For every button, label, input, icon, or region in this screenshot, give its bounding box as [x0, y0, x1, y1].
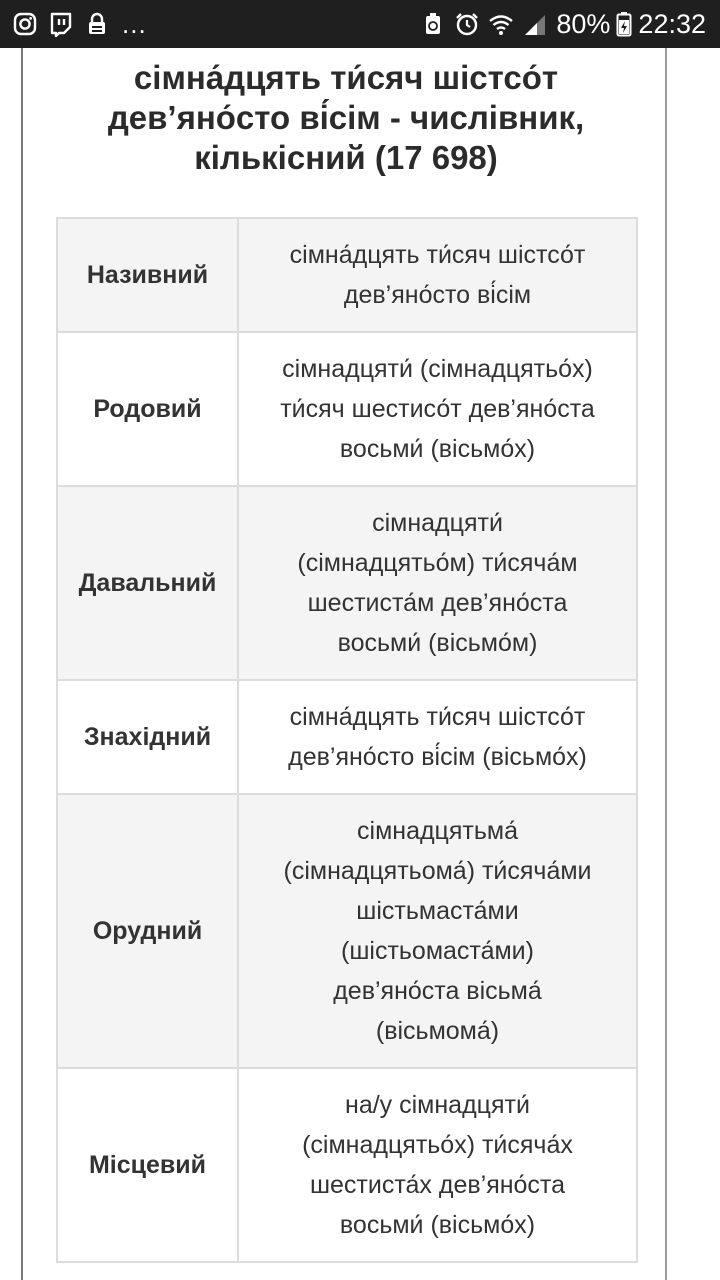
instagram-icon: [12, 11, 38, 37]
case-forms: [238, 794, 637, 1068]
form-line: сімна́дцять ти́сяч шістсо́т: [289, 241, 586, 269]
case-forms: [238, 218, 637, 332]
case-forms: [238, 332, 637, 486]
case-name: Давальний: [57, 486, 238, 680]
table-row: [57, 218, 637, 332]
lock-icon: [84, 11, 110, 37]
status-bar: [0, 0, 720, 48]
form-line: (шістьомаста́ми): [341, 937, 534, 965]
alarm-icon: [454, 11, 480, 37]
form-line: на/у сімнадцяти́: [345, 1091, 530, 1119]
form-line: дев’яно́сто ві́сім: [343, 281, 532, 309]
form-line: (сімнадцятьо́м) ти́сяча́м: [297, 549, 578, 577]
case-name: Орудний: [57, 794, 238, 1068]
form-line: (сімнадцятьома́) ти́сяча́ми: [283, 857, 592, 885]
case-name: Називний: [57, 218, 238, 332]
form-line: восьми́ (вісьмо́м): [337, 629, 538, 657]
form-line: сімна́дцять ти́сяч шістсо́т: [289, 703, 586, 731]
case-forms: [238, 680, 637, 794]
form-line: сімнадцятьма́: [357, 817, 518, 845]
form-line: шестиста́х дев’яно́ста: [309, 1171, 566, 1199]
overflow-indicator: ...: [122, 9, 147, 39]
status-right: [420, 9, 706, 40]
form-line: шістьмаста́ми: [356, 897, 519, 925]
status-left: [12, 11, 147, 37]
content-frame: [21, 48, 667, 1280]
form-line: (сімнадцятьо́х) ти́сяча́х: [302, 1131, 573, 1159]
battery-percent: 80%: [556, 8, 611, 39]
form-line: дев’яно́сто ві́сім (вісьмо́х): [288, 743, 587, 771]
form-line: восьми́ (вісьмо́х): [339, 1211, 536, 1239]
form-line: сімнадцяти́ (сімнадцятьо́х): [282, 355, 593, 383]
battery-icon: [616, 11, 632, 37]
case-name: Місцевий: [57, 1068, 238, 1262]
case-forms: [238, 486, 637, 680]
form-line: сімнадцяти́: [372, 509, 503, 537]
case-name: Родовий: [57, 332, 238, 486]
wifi-icon: [488, 11, 514, 37]
case-name: Знахідний: [57, 680, 238, 794]
table-row: [57, 332, 637, 486]
page-title: сімна́дцять ти́сяч шістсо́т дев’яно́сто ві́сім - числівник, кількісний (17 698): [107, 59, 585, 176]
twitch-icon: [48, 11, 74, 37]
form-line: (вісьмома́): [375, 1017, 500, 1045]
form-line: восьми́ (вісьмо́х): [339, 435, 536, 463]
table-row: [57, 680, 637, 794]
declension-table: [56, 217, 638, 1263]
table-row: [57, 1068, 637, 1262]
recycle-icon: [420, 11, 446, 37]
table-row: [57, 486, 637, 680]
table-row: [57, 794, 637, 1068]
form-line: дев’яно́ста вісьма́: [333, 977, 542, 1005]
signal-icon: [522, 11, 548, 37]
clock: 22:32: [638, 8, 706, 39]
form-line: ти́сяч шестисо́т дев’яно́ста: [280, 395, 595, 423]
case-forms: [238, 1068, 637, 1262]
form-line: шестиста́м дев’яно́ста: [307, 589, 568, 617]
